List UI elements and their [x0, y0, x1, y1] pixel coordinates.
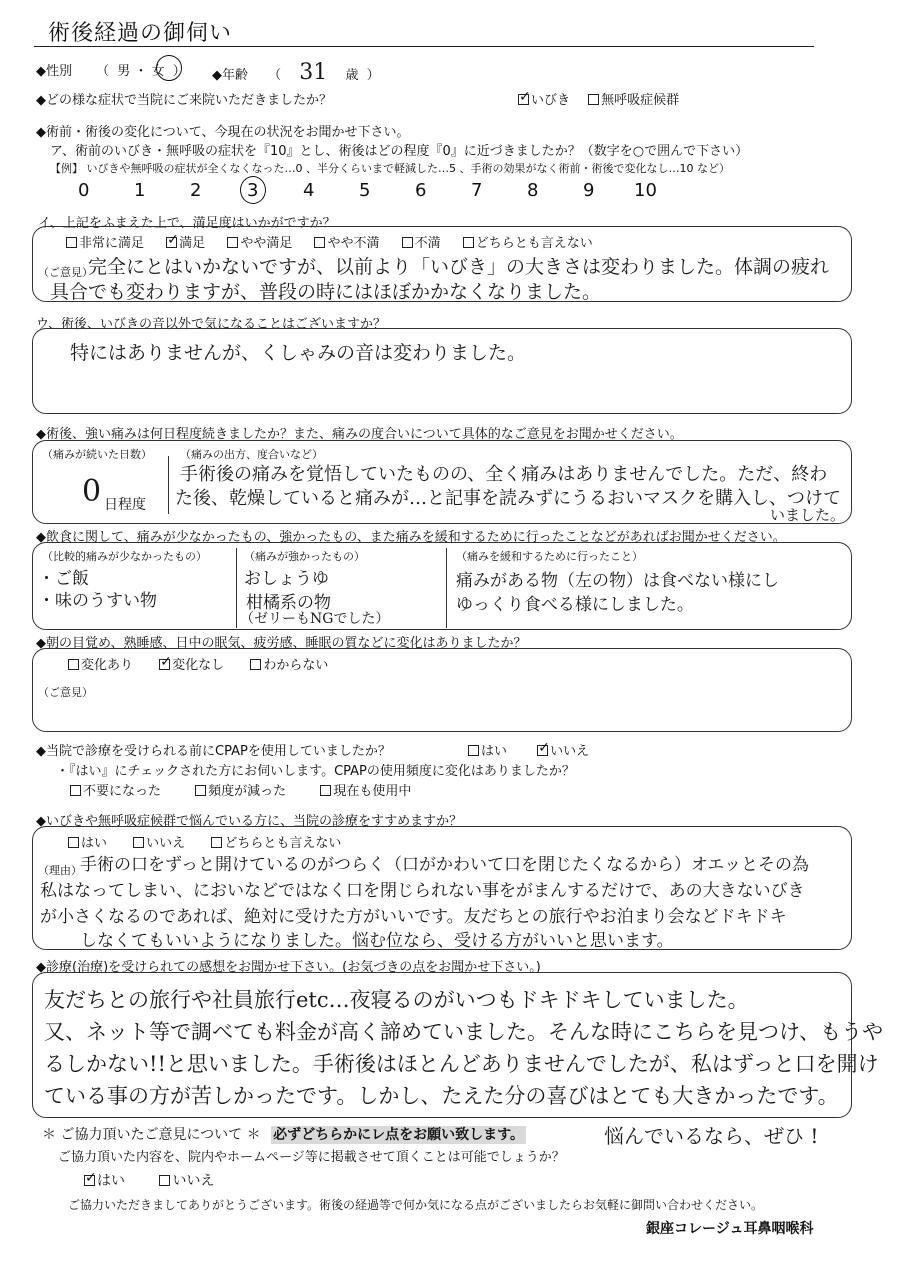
q9-line2: 又、ネット等で調べても料金が高く諦めていました。そんな時にこちらを見つけ、もうや [44, 1020, 884, 1044]
q7-text: ◆当院で診療を受けられる前にCPAPを使用していましたか？ [36, 744, 391, 759]
q2-text: ◆術前・術後の変化について、今現在の状況をお聞かせ下さい。 [36, 125, 410, 140]
sat-satisfied-checkbox[interactable] [166, 237, 177, 248]
consent-yes-checkbox[interactable] [84, 1175, 95, 1186]
q4-days-value[interactable]: 0 [82, 474, 102, 509]
q8-yes-label: はい [81, 836, 108, 851]
q3-answer: 特にはありませんが、くしゃみの音は変わりました。 [70, 342, 527, 364]
consent-no-checkbox[interactable] [159, 1175, 170, 1186]
footer-note [42, 1124, 526, 1144]
q1-snoring-checkbox[interactable] [518, 94, 529, 105]
age-unit: 歳 [345, 68, 359, 83]
q2-opinion-line1: 完全にとはいかないですが、以前より「いびき」の大きさは変わりました。体調の疲れ [88, 256, 830, 278]
cpap-inuse-label: 現在も使用中 [333, 784, 412, 799]
q5-col2-line2: 柑橘系の物 [246, 593, 331, 613]
q8-reason-line2: 私はなってしまい、においなどではなく口を閉じられない事をがまんするだけで、あの大きないびき [40, 881, 805, 901]
sat-very-label: 非常に満足 [79, 236, 145, 251]
q3-text: ウ、術後、いびきの音以外で気になることはございますか？ [36, 317, 386, 332]
q2-opinion-label: （ご意見） [38, 266, 93, 279]
clinic-name: 銀座コレージュ耳鼻咽喉科 [646, 1221, 814, 1237]
thanks-text: ご協力いただきましてありがとうございます。術後の経過等で何か気になる点がございましたらお気軽に御問い合わせください。 [68, 1198, 764, 1212]
q2-opinion-line2: 具合でも変わりますが、普段の時にはほぼかかなくなりました。 [50, 281, 602, 303]
q5-divider-2 [446, 548, 447, 628]
sat-satisfied-label: 満足 [179, 236, 206, 251]
scale-selection-circle [240, 176, 266, 204]
q4-detail-line2: た後、乾燥していると痛みが…と記事を読みずにうるおいマスクを購入し、つけて [175, 488, 841, 509]
scale-1[interactable]: 1 [134, 180, 146, 201]
q8-text: ◆いびきや無呼吸症候群で悩んでいる方に、当院の診療をすすめますか？ [36, 814, 463, 829]
gender-male[interactable]: 男 [117, 64, 131, 79]
scale-9[interactable]: 9 [583, 180, 595, 201]
sat-slightly-unsat-label: やや不満 [327, 236, 380, 251]
symptom-scale [0, 180, 900, 206]
q2-example: 【例】 いびきや無呼吸の症状が全くなくなった…0 、半分くらいまで軽減した…5 、手術の効果がなく術前・術後で変化なし…10 など） [50, 162, 730, 175]
cpap-unneeded-label: 不要になった [83, 784, 162, 799]
age-row [212, 60, 380, 85]
sat-somewhat-checkbox[interactable] [227, 237, 238, 248]
consent-yes-label: はい [97, 1173, 125, 1189]
gender-selection-circle [156, 55, 182, 81]
gender-open: （ [96, 64, 110, 79]
sat-neutral-checkbox[interactable] [463, 237, 474, 248]
q5-col3-line1: 痛みがある物（左の物）は食べない様にし [456, 571, 779, 591]
scale-5[interactable]: 5 [359, 180, 371, 201]
q8-reason-line4: しなくてもいいようになりました。悩む位なら、受ける方がいいと思います。 [80, 931, 674, 951]
scale-10[interactable]: 10 [634, 180, 657, 201]
consent-options [84, 1170, 214, 1190]
q6-changed-label: 変化あり [81, 658, 134, 673]
q4-days-unit: 日程度 [104, 497, 146, 513]
q8-reason-line1: 手術の口をずっと開けているのがつらく（口がかわいて口を閉じたくなるから）オエッとその為 [80, 855, 809, 875]
q6-nochange-checkbox[interactable] [159, 659, 170, 670]
sat-somewhat-label: やや満足 [240, 236, 293, 251]
cpap-unneeded-checkbox[interactable] [70, 785, 81, 796]
consent-question: ご協力頂いた内容を、院内やホームページ等に掲載させて頂くことは可能でしょうか？ [58, 1150, 565, 1165]
q7-no-checkbox[interactable] [537, 745, 548, 756]
q8-yes-checkbox[interactable] [68, 837, 79, 848]
q1-text: ◆どの様な症状で当院にご来院いただきましたか？ [36, 93, 332, 108]
q5-col1-line2: ・味のうすい物 [38, 591, 157, 611]
q5-col2-line3: （ゼリーもNGでした） [240, 611, 390, 627]
footer-note-emphasis: 必ずどちらかにレ点をお願い致します。 [273, 1127, 524, 1143]
q6-unknown-checkbox[interactable] [250, 659, 261, 670]
q1-apnea-checkbox[interactable] [588, 94, 599, 105]
q8-neutral-label: どちらとも言えない [224, 836, 342, 851]
q5-col1-label: （比較的痛みが少なかったもの） [42, 550, 207, 563]
sat-slightly-unsat-checkbox[interactable] [314, 237, 325, 248]
q2a-text: ア、術前のいびき・無呼吸の症状を『10』とし、術後はどの程度『0』に近づきましたか？（数字を○で囲んで下さい） [50, 144, 749, 159]
q2i-text: イ、上記をふまえた上で、満足度はいかがですか？ [38, 216, 336, 231]
scale-8[interactable]: 8 [527, 180, 539, 201]
q9-line1: 友だちとの旅行や社員旅行etc…夜寝るのがいつもドキドキしていました。 [44, 988, 749, 1012]
q8-no-label: いいえ [146, 836, 186, 851]
scale-0[interactable]: 0 [78, 180, 90, 201]
consent-no-label: いいえ [172, 1173, 215, 1189]
q4-detail-label: （痛みの出方、度合いなど） [180, 448, 323, 461]
footer-handwritten-note: 悩んでいるなら、ぜひ ! [604, 1124, 819, 1148]
page-title: 術後経過の御伺い [48, 21, 233, 46]
gender-dot: ・ [134, 64, 148, 79]
sat-very-checkbox[interactable] [66, 237, 77, 248]
q7-no-label: いいえ [550, 744, 590, 759]
q6-nochange-label: 変化なし [172, 658, 225, 673]
q6-options [68, 654, 328, 673]
q5-text: ◆飲食に関して、痛みが少なかったもの、強かったもの、また痛みを緩和するために行ったことなどがあればお聞かせください。 [36, 530, 786, 545]
sat-unsat-checkbox[interactable] [402, 237, 413, 248]
cpap-reduced-checkbox[interactable] [195, 785, 206, 796]
age-value[interactable]: 31 [299, 60, 328, 85]
q6-opinion-label: （ご意見） [38, 686, 93, 699]
sat-unsat-label: 不満 [414, 236, 441, 251]
q1-snoring-label: いびき [531, 93, 571, 108]
gender-label: ◆性別 [36, 64, 72, 79]
q9-text: ◆診療(治療)を受けられての感想をお聞かせ下さい。(お気づきの点をお聞かせ下さい。) [36, 960, 541, 975]
q4-days-label: （痛みが続いた日数） [42, 448, 152, 461]
q8-neutral-checkbox[interactable] [211, 837, 222, 848]
q9-line4: ている事の方が苦しかったです。しかし、たえた分の喜びはとても大きかったです。 [44, 1084, 839, 1108]
q8-no-checkbox[interactable] [133, 837, 144, 848]
cpap-reduced-label: 頻度が減った [208, 784, 287, 799]
satisfaction-options [66, 232, 593, 251]
q4-text: ◆術後、強い痛みは何日程度続きましたか？また、痛みの度合いについて具体的なご意見をお聞かせください。 [36, 427, 683, 442]
title-underline [34, 46, 814, 47]
scale-2[interactable]: 2 [190, 180, 202, 201]
q5-col2-line1: おしょうゆ [244, 569, 329, 589]
sat-neutral-label: どちらとも言えない [475, 236, 593, 251]
cpap-inuse-checkbox[interactable] [320, 785, 331, 796]
footer-note-label: ＊ ご協力頂いたご意見について ＊ [42, 1127, 261, 1143]
q8-reason-line3: が小さくなるのであれば、絶対に受けた方がいいです。友だちとの旅行やお泊まり会などドキドキ [40, 907, 787, 927]
q5-col3-label: （痛みを緩和するために行ったこと） [456, 550, 643, 563]
q4-detail-line1: 手術後の痛みを覚悟していたものの、全く痛みはありませんでした。ただ、終わ [180, 464, 828, 485]
q9-line3: るしかない!!と思いました。手術後はほとんどありませんでしたが、私はずっと口を開け [44, 1052, 879, 1076]
scale-7[interactable]: 7 [471, 180, 483, 201]
q7-yes-checkbox[interactable] [468, 745, 479, 756]
gender-close: ） [172, 64, 186, 79]
q8-options [68, 832, 341, 851]
gender-female[interactable]: 女 [151, 64, 165, 79]
q5-col2-label: （痛みが強かったもの） [244, 550, 365, 563]
q7-sub-options [70, 780, 411, 799]
q5-col1-line1: ・ご飯 [38, 569, 89, 589]
q1-options [518, 89, 679, 108]
scale-6[interactable]: 6 [415, 180, 427, 201]
q4-detail-line3: いました。 [770, 506, 846, 524]
q5-divider-1 [236, 548, 237, 628]
scale-4[interactable]: 4 [303, 180, 315, 201]
q1-apnea-label: 無呼吸症候群 [601, 93, 680, 108]
age-open: （ [268, 68, 282, 83]
age-close: ） [366, 68, 380, 83]
age-label: ◆年齢 [212, 68, 248, 83]
scale-3[interactable]: 3 [247, 180, 259, 201]
q5-col3-line2: ゆっくり食べる様にしました。 [456, 595, 694, 615]
q6-changed-checkbox[interactable] [68, 659, 79, 670]
q8-reason-label: （理由） [38, 864, 82, 877]
q6-text: ◆朝の目覚め、熟睡感、日中の眠気、疲労感、睡眠の質などに変化はありましたか？ [36, 636, 527, 651]
q7-options [468, 740, 589, 759]
q7-yes-label: はい [481, 744, 508, 759]
q6-unknown-label: わからない [263, 658, 329, 673]
q4-divider [168, 456, 169, 514]
q7-sub-text: ・『はい』にチェックされた方にお伺いします。CPAPの使用頻度に変化はありましたか？ [56, 764, 575, 779]
